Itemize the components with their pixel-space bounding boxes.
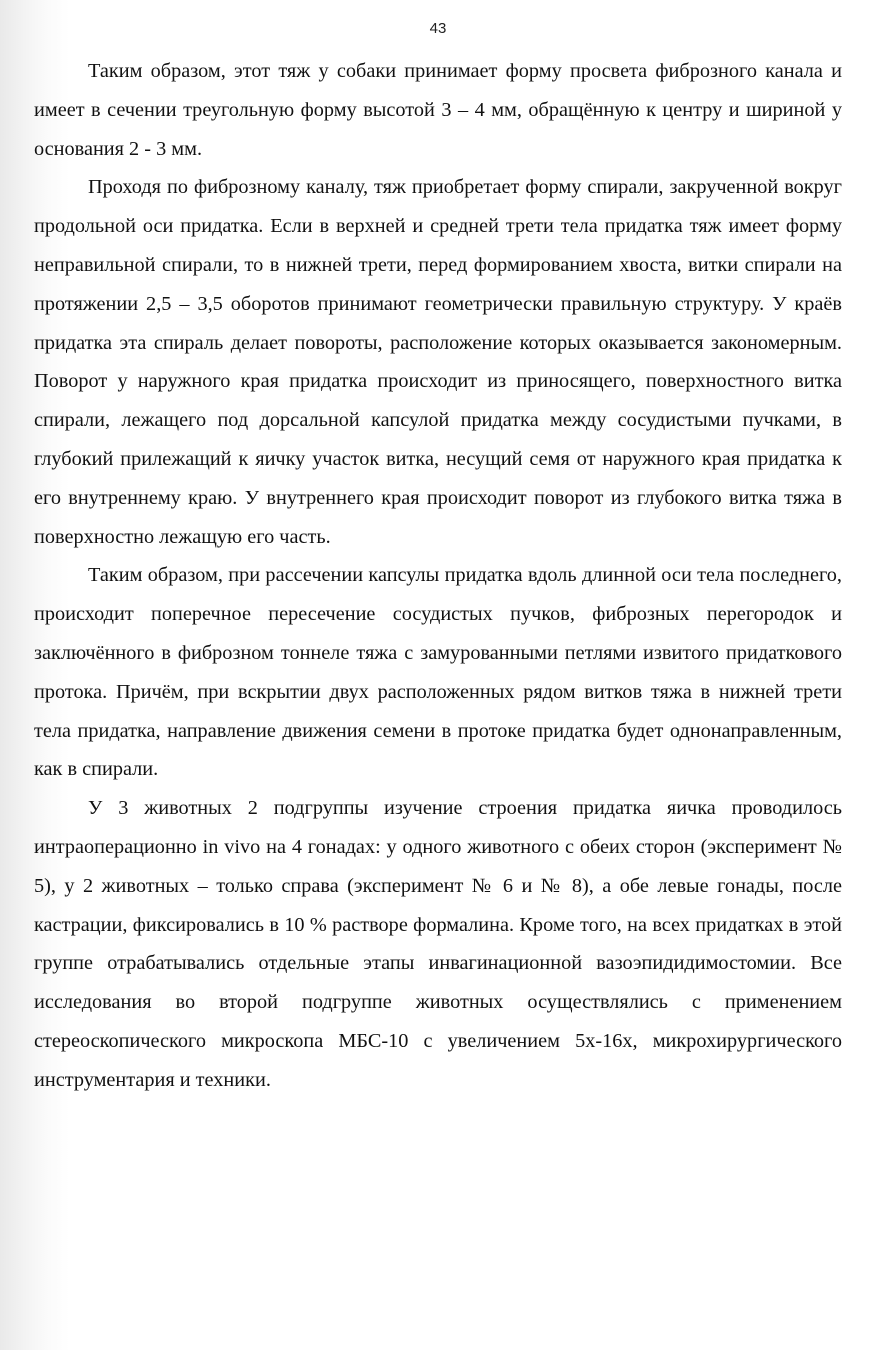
paragraph-1: Таким образом, этот тяж у собаки принимает форму просвета фиброзного канала и имеет в сечении треугольную форму высотой 3 – 4 мм, обращённую к центру и шириной у основания 2 - 3 мм. (34, 60, 842, 160)
paragraph-2: Проходя по фиброзному каналу, тяж приобретает форму спирали, закрученной вокруг продольной оси придатка. Если в верхней и средней трети тела придатка тяж имеет форму неправильной спирали, то в нижней трети, перед формированием хвоста, витки спирали на протяжении 2,5 – 3,5 оборотов принимают геометрически правильную структуру. У краёв придатка эта спираль делает повороты, расположение которых оказывается закономерным. Поворот у наружного края придатка происходит из приносящего, поверхностного витка спирали, лежащего под дорсальной капсулой придатка между сосудистыми пучками, в глубокий прилежащий к яичку участок витка, несущий семя от наружного края придатка к его внутреннему краю. У внутреннего края происходит поворот из глубокого витка тяжа в поверхностно лежащую его часть. (34, 176, 842, 548)
page-number: 43 (429, 20, 447, 37)
paragraph-3: Таким образом, при рассечении капсулы придатка вдоль длинной оси тела последнего, происходит поперечное пересечение сосудистых пучков, фиброзных перегородок и заключённого в фиброзном тоннеле тяжа с замурованными петлями извитого придаткового протока. Причём, при вскрытии двух расположенных рядом витков тяжа в нижней трети тела придатка, направление движения семени в протоке придатка будет однонаправленным, как в спирали. (34, 564, 842, 781)
paragraph-4: У 3 животных 2 подгруппы изучение строения придатка яичка проводилось интраоперационно in vivo на 4 гонадах: у одного животного с обеих сторон (эксперимент № 5), у 2 животных – только справа (эксперимент № 6 и № 8), а обе левые гонады, после кастрации, фиксировались в 10 % растворе формалина. Кроме того, на всех придатках в этой группе отрабатывались отдельные этапы инвагинационной вазоэпидидимостомии. Все исследования во второй подгруппе животных осуществлялись с применением стереоскопического микроскопа МБС-10 с увеличением 5х-16х, микрохирургического инструментария и техники. (34, 797, 842, 1091)
document-body (34, 52, 842, 1100)
